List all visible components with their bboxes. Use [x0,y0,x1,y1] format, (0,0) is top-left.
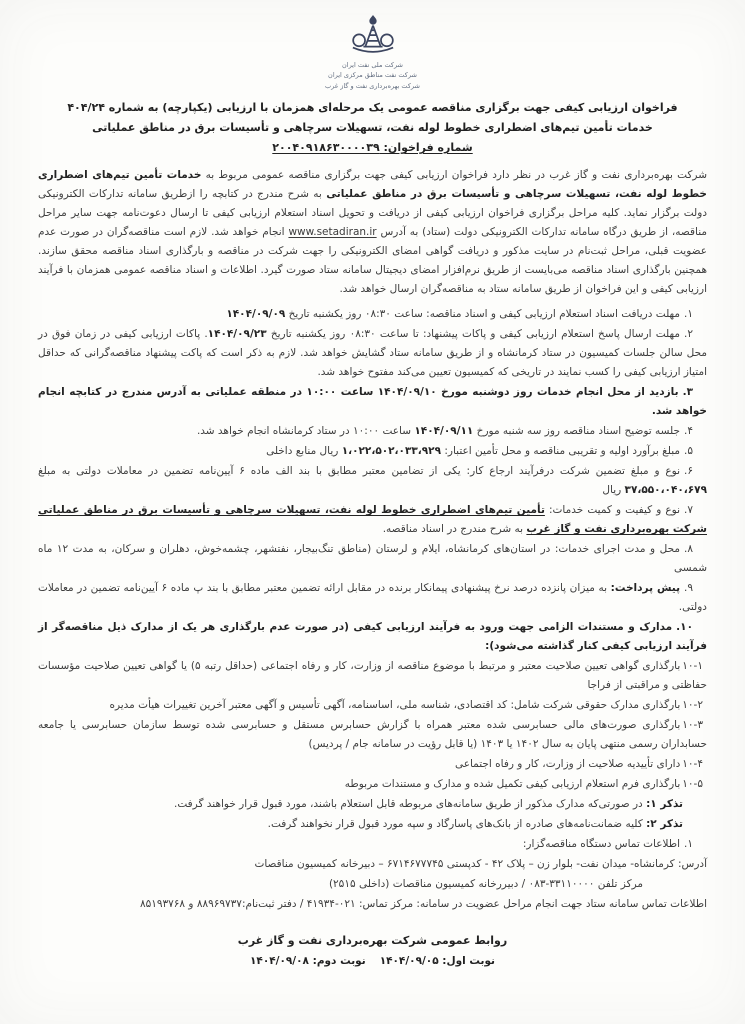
sub-item-text: بارگذاری صورت‌های مالی حسابرسی شده معتبر همراه با گزارش حسابرس مستقل و حسابرسی شده توسط سازمان حسابرسی یا جامعه حسابداران رسمی منتهی پایان به سال ۱۴۰۲ یا ۱۴۰۳ (یا قابل رؤیت در سامانه جام / پردیس) [38,719,707,751]
list-item-9 [38,579,707,617]
item-text: جلسه توضیح اسناد مناقصه روز سه شنبه مورخ [473,425,681,438]
item-text: ریال [602,484,625,497]
required-documents-text: مدارک و مستندات الزامی جهت ورود به فرآیند ارزیابی کیفی (در صورت عدم بارگذاری هر یک از مدارک ذیل مناقصه‌گر از فرآیند ارزیابی کیفی کنار گذاشته می‌شود): [38,621,707,653]
item-text: ریال منابع داخلی [266,445,342,458]
sub-item-text: بارگذاری گواهی تعیین صلاحیت معتبر و مرتبط با موضوع مناقصه از وزارت، کار و رفاه اجتماعی (حداقل رتبه ۵) یا گواهی تعیین صلاحیت مؤسسات حفاظتی و مراقبتی از فراجا [38,660,707,692]
item-text: مهلت ارسال پاسخ استعلام ارزیابی کیفی و پاکات پیشنهاد: تا ساعت ۰۸:۳۰ روز یکشنبه تاریخ [266,328,681,341]
item-number: ۹. [684,582,693,595]
tender-number: شماره فراخوان: ۲۰۰۴۰۹۱۸۶۳۰۰۰۰۳۹ [272,141,473,155]
item-number: ۱۰. [676,621,693,634]
list-item-3 [38,383,707,421]
sub-item-10-1 [38,657,707,695]
sub-item-number: ۱۰-۴ [682,758,703,771]
title-line-1: فراخوان ارزیابی کیفی جهت برگزاری مناقصه عمومی یک مرحله‌ای همزمان با ارزیابی (یکپارچه) به شماره ۴۰۴/۲۴ [67,101,678,115]
item-number: ۱. [684,308,693,321]
item-number: ۸. [684,543,693,556]
item-number: ۳. [682,386,693,399]
intro-seg4: انجام خواهد شد. لازم است مناقصه‌گران در صورت عدم عضویت قبلی، مراحل ثبت‌نام در سایت مذکور و دریافت گواهی امضای الکترونیکی را جهت شرکت در مناقصه و بارگذاری اسناد مناقصه محقق سازند. همچنین بارگذاری اسناد مناقصه می‌بایست از طریق نرم‌افزار امضای دیجیتال سامانه ستاد صورت گیرد. اطلاعات و اسناد مناقصه عمومی همزمان با فرآیند ارزیابی کیفی و این فراخوان از طریق سامانه ستاد به مناقصه‌گران ارسال خواهد شد. [38,226,707,296]
note-label: تذکر ۱: [646,798,683,811]
sub-item-number: ۱۰-۵ [682,778,703,791]
sub-item-10-3 [38,716,707,754]
intro-paragraph [38,166,707,299]
contact-address [38,855,707,874]
org-name-line-1: شرکت ملی نفت ایران [341,61,404,69]
org-name-line-3: شرکت بهره‌برداری نفت و گاز غرب [325,81,420,90]
contact-phone [38,875,643,894]
item-text: ساعت ۱۰:۰۰ در ستاد کرمانشاه انجام خواهد شد. [196,425,415,438]
sub-item-text: دارای تأییدیه صلاحیت از وزارت، کار و رفاه اجتماعی [454,758,681,771]
setad-contact-text: اطلاعات تماس سامانه ستاد جهت انجام مراحل عضویت در سامانه: مرکز تماس: ۰۲۱-۴۱۹۳۴ / دفتر ثبت‌نام:۸۸۹۶۹۷۳۷ و ۸۵۱۹۳۷۶۸ [139,898,707,911]
deadline-date: ۱۴۰۴/۰۹/۰۹ [226,308,286,321]
sub-item-number: ۱۰-۱ [682,660,703,673]
sub-item-text: بارگذاری مدارک حقوقی شرکت شامل: کد اقتصادی، شناسه ملی، اساسنامه، آگهی تأسیس و آگهی معتبر آخرین تغییرات هیأت مدیره [109,699,681,712]
item-text: به شرح مندرج در اسناد مناقصه. [382,523,527,536]
guarantee-amount: ۳۷،۵۵۰،۰۴۰،۶۷۹ [624,484,707,497]
phone-text: مرکز تلفن ۳۳۱۱۰۰۰۰-۰۸۳ / دبیررخانه کمیسیون مناقصات (داخلی ۲۵۱۵) [328,878,643,891]
nioc-logo-icon [344,14,402,60]
list-item-10 [38,618,707,656]
org-name-line-2: شرکت نفت مناطق مرکزی ایران [328,71,417,80]
second-publication-date: نوبت دوم: ۱۴۰۴/۰۹/۰۸ [250,955,366,968]
list-item-8 [38,540,707,578]
list-item-6 [38,462,707,500]
intro-seg3: به شرح مندرج در کتابچه را ازطریق سامانه تدارکات الکترونیکی دولت برگزار نماید. کلیه مراحل برگزاری فراخوان ارزیابی کیفی از دریافت و تحویل اسناد استعلام ارزیابی کیفی تا ارسال دعوت‌نامه جهت سایر مراحل مناقصه، از طریق درگاه سامانه تدارکات الکترونیکی دولت (ستاد) به آدرس [38,188,707,239]
publication-dates [38,951,707,972]
site-visit-text: بازدید از محل انجام خدمات روز دوشنبه مورخ ۱۴۰۴/۰۹/۱۰ ساعت ۱۰:۰۰ در منطقه عملیاتی به آدرس مندرج در کتابچه انجام خواهد شد. [38,386,707,418]
address-text: آدرس: کرمانشاه- میدان نفت- بلوار زن – پلاک ۴۲ - کدپستی ۶۷۱۴۶۷۷۷۴۵ – دبیرخانه کمیسیون مناقصات [254,858,707,871]
intro-subject-bold: خدمات تأمین تیم‌های اضطراری خطوط لوله نفت، تسهیلات سرچاهی و تأسیسات برق در مناطق عملیاتی [38,169,707,201]
deadline-date: ۱۴۰۴/۰۹/۲۳ [207,328,267,341]
contact-heading-text: اطلاعات تماس دستگاه مناقصه‌گزار: [522,838,681,851]
title-line-2: خدمات تأمین تیم‌های اضطراری خطوط لوله نفت، تسهیلات سرچاهی و تأسیسات برق در مناطق عملیاتی [92,121,653,135]
setad-contact [38,895,707,914]
list-item-5 [38,442,707,461]
item-number: ۲. [684,328,693,341]
public-relations-signature: روابط عمومی شرکت بهره‌برداری نفت و گاز غرب [237,934,508,948]
setadiran-url: www.setadiran.ir [288,226,377,239]
sub-item-10-5 [38,775,707,794]
sub-item-number: ۱۰-۲ [682,699,703,712]
item-text: مهلت دریافت اسناد استعلام ارزیابی کیفی و اسناد مناقصه: ساعت ۰۸:۳۰ روز یکشنبه تاریخ [285,308,681,321]
note-text: کلیه ضمانت‌نامه‌های صادره از بانک‌های پاسارگاد و سپه مورد قبول قرار نخواهند گرفت. [267,818,647,831]
service-subject-underlined: تأمین تیم‌های اضطراری خطوط لوله نفت، تسهیلات سرچاهی و تأسیسات برق در مناطق عملیاتی شرکت بهره‌برداری نفت و گاز غرب [38,504,707,536]
title-block [38,98,707,158]
note-2 [38,815,683,834]
list-item-2 [38,325,707,382]
prepayment-label: پیش پرداخت: [610,582,681,595]
contact-heading [38,835,707,854]
sub-item-10-4 [38,755,707,774]
list-item-7 [38,501,707,539]
note-text: در صورتی‌که مدارک مذکور از طریق سامانه‌های مربوطه قابل استعلام باشند، مورد قبول قرار خواهند گرفت. [174,798,647,811]
letterhead [38,14,707,91]
estimate-amount: ۱،۰۲۲،۵۰۲،۰۳۳،۹۲۹ [341,445,441,458]
item-text: به میزان پانزده درصد نرخ پیشنهادی پیمانکار برنده در مقابل ارائه تضمین معتبر مطابق با بند پ ماده ۶ آیین‌نامه تضمین در معاملات دولتی. [38,582,707,614]
tender-conditions-list [38,305,707,914]
first-publication-date: نوبت اول: ۱۴۰۴/۰۹/۰۵ [379,955,495,968]
item-text: نوع و مبلغ تضمین شرکت درفرآیند ارجاع کار: یکی از تضامین معتبر مطابق با بند الف ماده ۶ آیین‌نامه تضمین در معاملات دولتی به مبلغ [38,465,681,478]
item-text: . پاکات ارزیابی کیفی در زمان فوق در محل سالن جلسات کمیسیون در ستاد کرمانشاه و از طریق سامانه ستاد گشایش خواهد شد. لازم به ذکر است که پاکت پیشنهاد مناقصه‌گرانی که حداقل امتیاز ارزیابی کیفی را کسب نمایند در تاریخی که کمیسیون تعیین می‌کند مفتوح خواهد شد. [38,328,707,379]
item-text: نوع و کیفیت و کمیت خدمات: [544,504,681,517]
sub-item-number: ۱۰-۳ [682,719,703,732]
note-label: تذکر ۲: [646,818,683,831]
item-number: ۶. [684,465,694,478]
item-text: مبلغ برآورد اولیه و تقریبی مناقصه و محل تأمین اعتبار: [441,445,681,458]
list-item-1 [38,305,707,324]
item-text: محل و مدت اجرای خدمات: در استان‌های کرمانشاه، ایلام و لرستان (مناطق تنگ‌بیجار، نفتشهر، چشمه‌خوش، دهلران و سرکان، به مدت ۱۲ ماه شمسی [38,543,707,575]
meeting-date: ۱۴۰۴/۰۹/۱۱ [414,425,474,438]
sub-item-10-2 [38,696,707,715]
document-footer [38,930,707,972]
intro-seg1: شرکت بهره‌برداری نفت و گاز غرب در نظر دارد فراخوان ارزیابی کیفی جهت برگزاری مناقصه عمومی مربوط به [201,169,707,182]
item-number: ۴. [684,425,693,438]
item-number: ۱. [684,838,693,851]
item-number: ۵. [684,445,693,458]
item-number: ۷. [684,504,693,517]
list-item-4 [38,422,707,441]
sub-item-text: بارگذاری فرم استعلام ارزیابی کیفی تکمیل شده و مدارک و مستندات مربوطه [344,778,681,791]
note-1 [38,795,683,814]
